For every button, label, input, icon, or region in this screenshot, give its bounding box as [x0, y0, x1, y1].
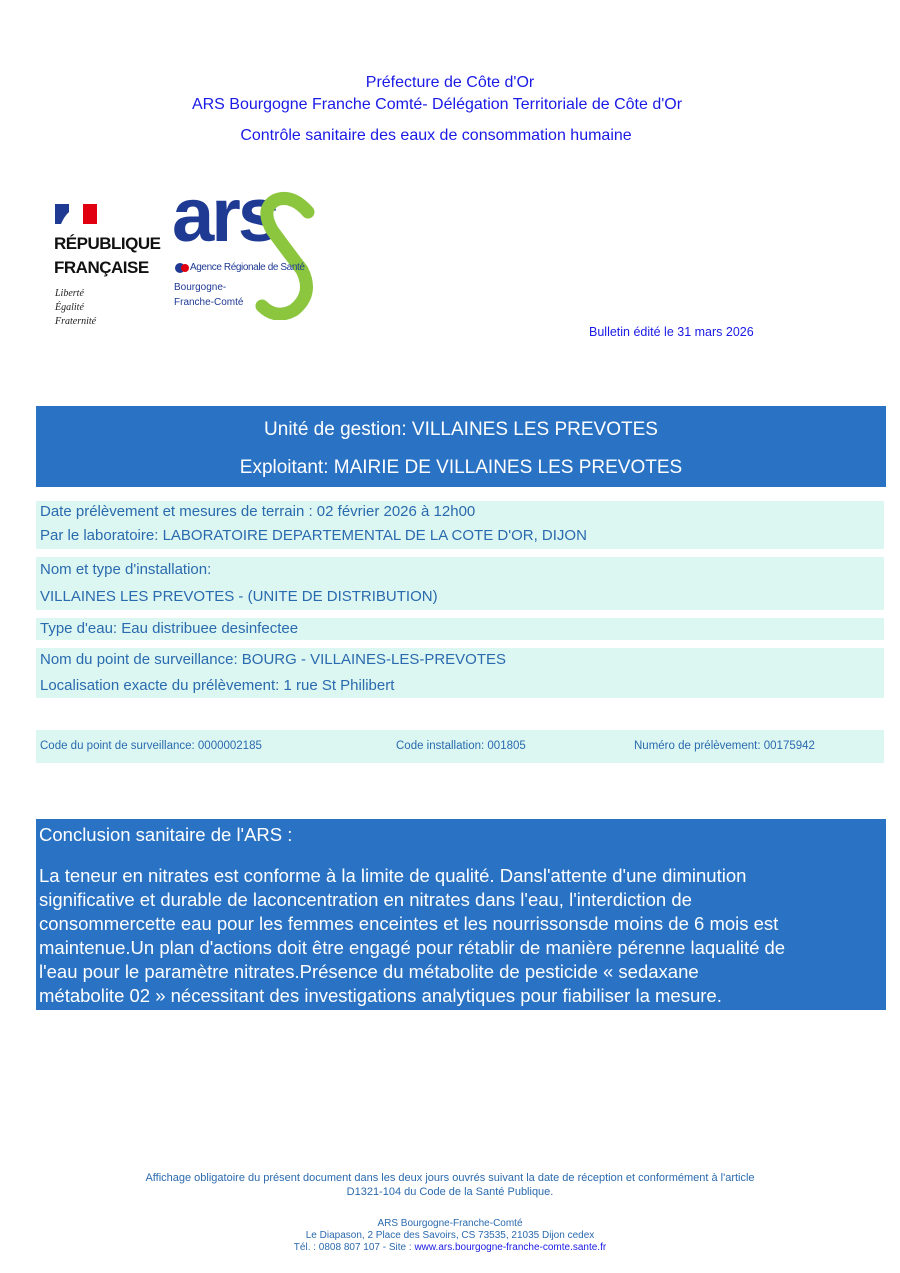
sampling-location: Localisation exacte du prélèvement: 1 rue St Philibert — [40, 677, 395, 694]
marianne-flag-icon — [55, 202, 97, 226]
sample-info-box — [36, 501, 884, 549]
installation-box — [36, 557, 884, 610]
installation-code: Code installation: 001805 — [396, 740, 526, 752]
ars-agency-name: Agence Régionale de Santé — [190, 262, 305, 273]
ars-flag-dot-icon — [174, 262, 190, 274]
footer-org: ARS Bourgogne-Franche-Comté — [377, 1218, 523, 1229]
surveillance-point: Nom du point de surveillance: BOURG - VILLAINES-LES-PREVOTES — [40, 651, 507, 668]
rf-line1: RÉPUBLIQUE — [54, 234, 161, 253]
surveillance-box — [36, 648, 884, 698]
conclusion-line: La teneur en nitrates est conforme à la limite de qualité. Dansl'attente d'une diminution — [39, 865, 747, 886]
ars-delegation-title: ARS Bourgogne Franche Comté- Délégation Territoriale de Côte d'Or — [191, 96, 683, 113]
ars-region-1: Bourgogne- — [174, 282, 227, 293]
footer-contact — [0, 1242, 900, 1253]
installation-label: Nom et type d'installation: — [40, 561, 212, 578]
conclusion-line: métabolite 02 » nécessitant des investigations analytiques pour fiabiliser la mesure. — [39, 985, 722, 1006]
installation-value: VILLAINES LES PREVOTES - (UNITE DE DISTRIBUTION) — [40, 588, 438, 605]
footer-notice-1: Affichage obligatoire du présent document dans les deux jours ouvrés suivant la date de réception et conformément à l'article — [145, 1172, 755, 1184]
operator: Exploitant: MAIRIE DE VILLAINES LES PREVOTES — [239, 457, 683, 478]
rf-motto-1: Liberté — [55, 288, 84, 299]
footer-site-link[interactable]: www.ars.bourgogne-franche-comte.sante.fr — [414, 1242, 607, 1253]
rf-motto-3: Fraternité — [55, 316, 97, 327]
conclusion-line: significative et durable de laconcentration en nitrates dans l'eau, l'interdiction de — [39, 889, 692, 910]
management-unit-banner — [36, 406, 886, 487]
conclusion-line: l'eau pour le paramètre nitrates.Présence du métabolite de pesticide « sedaxane — [39, 961, 699, 982]
water-type-box — [36, 618, 884, 640]
rf-line2: FRANÇAISE — [54, 258, 149, 277]
republique-francaise-logo — [54, 202, 164, 337]
codes-box — [36, 730, 884, 763]
ars-logo — [172, 173, 317, 320]
rf-motto-2: Égalité — [55, 302, 84, 313]
conclusion-line: consommercette eau pour les femmes enceintes et les nourrissonsde moins de 6 mois est — [39, 913, 779, 934]
bulletin-date: Bulletin édité le 31 mars 2026 — [589, 325, 754, 339]
footer-tel: Tél. : 0808 807 107 - Site : — [293, 1242, 415, 1253]
sample-date: Date prélèvement et mesures de terrain : 02 février 2026 à 12h00 — [40, 503, 476, 520]
ars-logo-word: ars — [172, 173, 278, 258]
water-type: Type d'eau: Eau distribuee desinfectee — [40, 620, 299, 637]
sanitary-conclusion-box — [36, 819, 886, 1010]
surveillance-point-code: Code du point de surveillance: 0000002185 — [40, 740, 262, 752]
prefecture-title: Préfecture de Côte d'Or — [365, 74, 535, 91]
conclusion-line: maintenue.Un plan d'actions doit être engagé pour rétablir de manière pérenne laqualité de — [39, 937, 786, 958]
ars-region-2: Franche-Comté — [174, 297, 244, 308]
footer-notice-2: D1321-104 du Code de la Santé Publique. — [346, 1186, 554, 1198]
conclusion-title: Conclusion sanitaire de l'ARS : — [39, 824, 293, 845]
footer-address: Le Diapason, 2 Place des Savoirs, CS 73535, 21035 Dijon cedex — [305, 1230, 595, 1241]
management-unit: Unité de gestion: VILLAINES LES PREVOTES — [264, 419, 658, 440]
sample-number: Numéro de prélèvement: 00175942 — [634, 740, 815, 752]
laboratory: Par le laboratoire: LABORATOIRE DEPARTEMENTAL DE LA COTE D'OR, DIJON — [40, 527, 587, 544]
conclusion-text — [39, 864, 785, 1008]
document-subject: Contrôle sanitaire des eaux de consommation humaine — [240, 127, 632, 144]
